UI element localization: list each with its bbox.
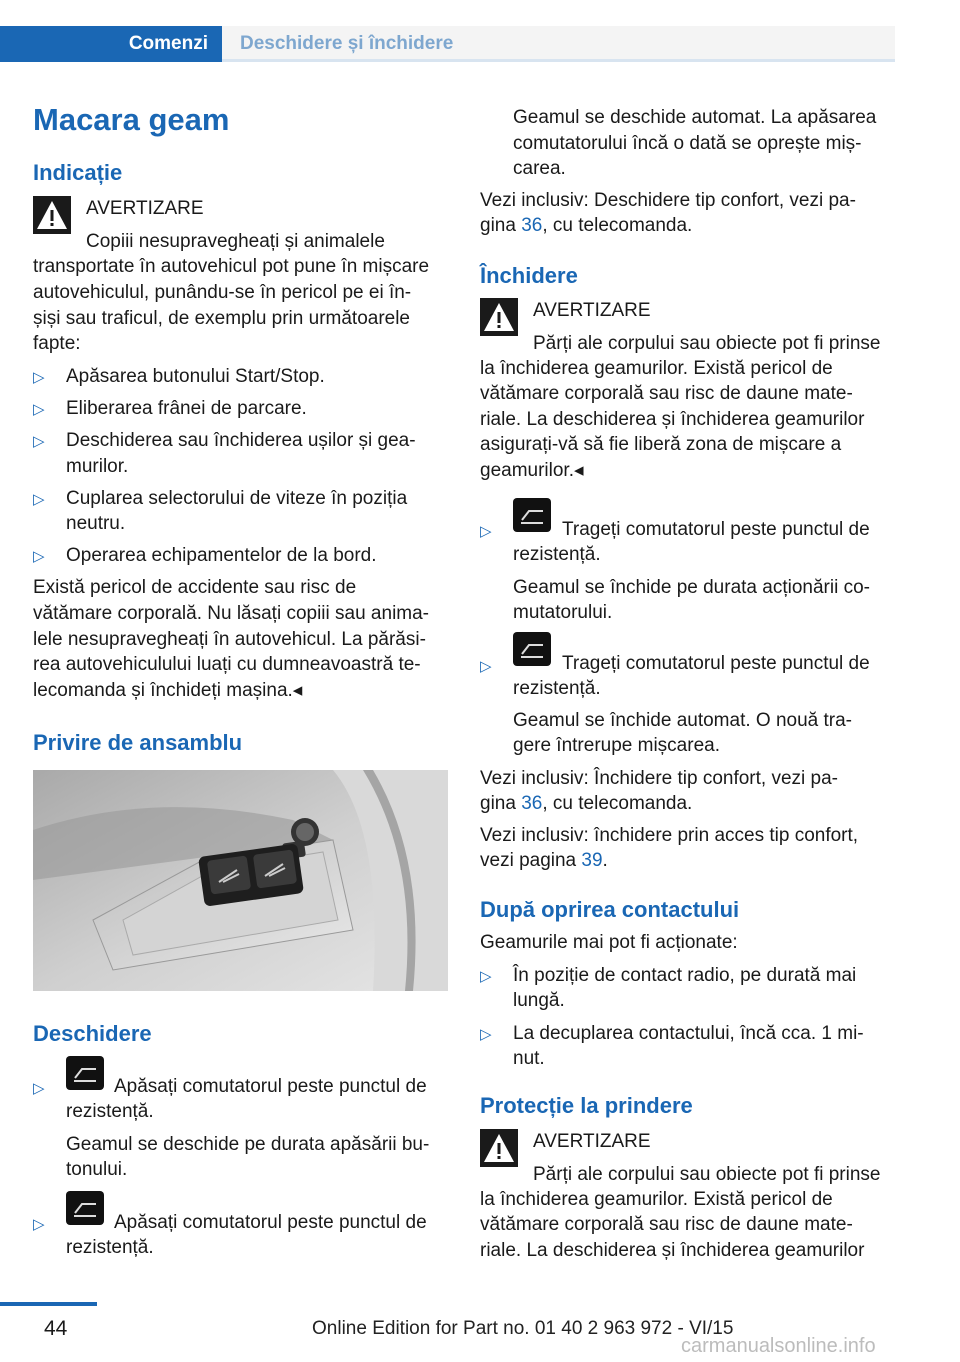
paragraph: Geamul se deschide automat. La apăsarea [513,107,877,128]
list-item: Deschiderea sau închiderea ușilor și gea- [66,430,416,451]
warning-text: șiși sau traficul, de exemplu prin următoarele [33,308,411,329]
window-switch-icon [513,632,551,666]
list-item: Apăsați comutatorul peste punctul de [114,1076,427,1097]
warning-text: vătămare corporală sau risc de daune mate- [480,383,853,404]
window-switch-icon [513,498,551,532]
paragraph: comutatorului încă o dată se oprește miș- [513,133,862,154]
list-item: rezistență. [66,1101,154,1122]
list-item-detail: Geamul se închide pe durata acționării co- [513,577,870,598]
list-item: rezistență. [513,678,601,699]
paragraph: lele nesupravegheați în autovehicul. La părăsi- [33,629,426,650]
list-item-detail: gere întrerupe mișcarea. [513,735,720,756]
watermark: carmanualsonline.info [681,1335,876,1357]
triangle-bullet-icon: ▷ [33,491,45,508]
section-heading-overview: Privire de ansamblu [33,730,243,755]
triangle-bullet-icon: ▷ [480,968,492,985]
list-item: Apăsați comutatorul peste punctul de [114,1212,427,1233]
warning-text: autovehiculul, punându-se în pericol pe ei în- [33,282,412,303]
tab-deschidere-inchidere[interactable]: Deschidere și închidere [222,26,895,62]
page-number: 44 [44,1317,68,1340]
window-switch-photo [33,770,448,991]
footer-accent-line [0,1302,97,1306]
header-divider [222,59,895,62]
see-also-text: vezi pagina [480,850,582,871]
warning-text: Părți ale corpului sau obiecte pot fi prinse [533,1164,881,1185]
paragraph: carea. [513,158,566,179]
page-header [0,26,895,62]
list-item: Eliberarea frânei de parcare. [66,398,307,419]
list-item: Operarea echipamentelor de la bord. [66,545,377,566]
see-also-text: gina [480,215,522,236]
warning-text: riale. La deschiderea și închiderea geamurilor [480,1240,865,1261]
paragraph: rea autovehiculului luați cu dumneavoastră te- [33,654,421,675]
window-switch-icon [66,1056,104,1090]
warning-text: asigurați-vă să fie liberă zona de mișcare a [480,434,842,455]
triangle-bullet-icon: ▷ [33,1216,45,1233]
see-also [480,791,692,816]
warning-text: la închiderea geamurilor. Există pericol de [480,1189,833,1210]
list-item: Trageți comutatorul peste punctul de [562,519,870,540]
tab-comenzi[interactable]: Comenzi [0,26,222,62]
section-heading-inchidere: Închidere [480,263,578,288]
list-item: Trageți comutatorul peste punctul de [562,653,870,674]
warning-text: la închiderea geamurilor. Există pericol de [480,358,833,379]
triangle-bullet-icon: ▷ [480,523,492,540]
triangle-bullet-icon: ▷ [33,369,45,386]
triangle-bullet-icon: ▷ [33,401,45,418]
see-also-text: gina [480,793,522,814]
paragraph: vătămare corporală. Nu lăsați copiii sau anima- [33,603,430,624]
section-heading-indicatie: Indicație [33,160,123,185]
edition-text: Online Edition for Part no. 01 40 2 963 972 - VI/15 [312,1318,734,1339]
paragraph: lecomanda și închideți mașina.◂ [33,680,303,701]
triangle-bullet-icon: ▷ [33,1080,45,1097]
see-also: Vezi inclusiv: Închidere tip confort, vezi pa- [480,768,839,789]
list-item: rezistență. [513,544,601,565]
list-item: Cuplarea selectorului de viteze în poziția [66,488,408,509]
see-also: Vezi inclusiv: închidere prin acces tip confort, [480,825,859,846]
list-item: lungă. [513,990,565,1011]
see-also [480,848,608,873]
warning-triangle-icon [480,1129,518,1167]
warning-title: AVERTIZARE [86,198,204,219]
see-also: Vezi inclusiv: Deschidere tip confort, vezi pa- [480,190,856,211]
list-item-detail: Geamul se închide automat. O nouă tra- [513,710,853,731]
list-item: Apăsarea butonului Start/Stop. [66,366,325,387]
warning-text: Părți ale corpului sau obiecte pot fi prinse [533,333,881,354]
warning-triangle-icon [33,196,71,234]
triangle-bullet-icon: ▷ [33,433,45,450]
paragraph: Există pericol de accidente sau risc de [33,577,357,598]
warning-title: AVERTIZARE [533,300,651,321]
window-switch-icon [66,1191,104,1225]
list-item: rezistență. [66,1237,154,1258]
see-also-text: , cu telecomanda. [542,793,693,814]
section-heading-protectie: Protecție la prindere [480,1093,693,1118]
triangle-bullet-icon: ▷ [480,1026,492,1043]
see-also [480,213,692,238]
list-item: neutru. [66,513,126,534]
warning-text: riale. La deschiderea și închiderea geamurilor [480,409,865,430]
list-item-detail: tonului. [66,1159,128,1180]
list-item-detail: mutatorului. [513,602,613,623]
list-item: La decuplarea contactului, încă cca. 1 mi- [513,1023,864,1044]
page-title: Macara geam [33,102,230,137]
page-link-36[interactable]: 36 [521,793,543,814]
page-link-36[interactable]: 36 [521,215,543,236]
triangle-bullet-icon: ▷ [33,548,45,565]
warning-triangle-icon [480,298,518,336]
warning-text: fapte: [33,333,81,354]
list-item: nut. [513,1048,545,1069]
see-also-text: . [602,850,608,871]
paragraph: Geamurile mai pot fi acționate: [480,932,738,953]
section-heading-deschidere: Deschidere [33,1021,152,1046]
warning-text: transportate în autovehicul pot pune în mișcare [33,256,430,277]
section-heading-dupa-oprire: După oprirea contactului [480,897,740,922]
warning-title: AVERTIZARE [533,1131,651,1152]
warning-text: geamurilor.◂ [480,460,584,481]
warning-text: vătămare corporală sau risc de daune mate- [480,1214,853,1235]
warning-text: Copiii nesupravegheați și animalele [86,231,385,252]
triangle-bullet-icon: ▷ [480,658,492,675]
list-item: În poziție de contact radio, pe durată mai [513,965,857,986]
see-also-text: , cu telecomanda. [542,215,693,236]
list-item: murilor. [66,456,129,477]
list-item-detail: Geamul se deschide pe durata apăsării bu- [66,1134,430,1155]
page-link-39[interactable]: 39 [581,850,603,871]
